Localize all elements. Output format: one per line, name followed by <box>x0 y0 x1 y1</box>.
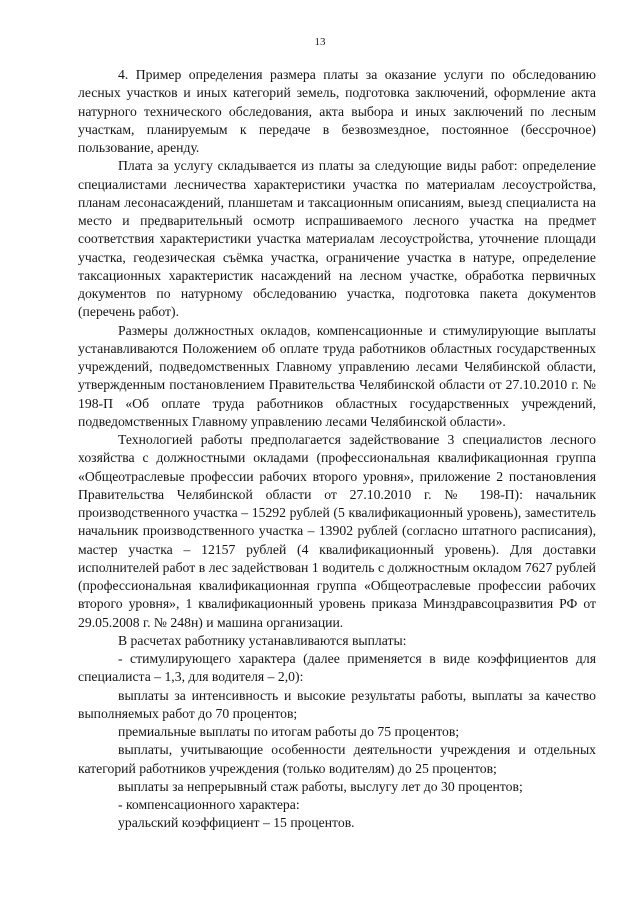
paragraph: Плата за услугу складывается из платы за следующие виды работ: определение специалистами лесничества характеристики участка по материалам лесоустройства, планам лесонасаждений, планшетам и таксационным описаниям, выезд специалиста на место и предварительный осмотр испрашиваемого лесного участка на предмет соответствия характеристики участка материалам лесоустройства, уточнение площади участка, геодезическая съёмка участка, ограничение участка в натуре, определение таксационных характеристик насаждений на лесном участке, обработка первичных документов по натурному обследованию участка, подготовка пакета документов (перечень работ). <box>78 158 596 320</box>
paragraph: Размеры должностных окладов, компенсационные и стимулирующие выплаты устанавливаются Положением об оплате труда работников областных государственных учреждений, подведомственных Главному управлению лесами Челябинской области, утвержденным постановлением Правительства Челябинской области от 27.10.2010 г. № 198-П «Об оплате труда работников областных государственных учреждений, подведомственных Главному управлению лесами Челябинской области». <box>78 322 596 429</box>
paragraph: выплаты за интенсивность и высокие результаты работы, выплаты за качество выполняемых работ до 70 процентов; <box>78 687 596 721</box>
paragraph: Технологией работы предполагается задействование 3 специалистов лесного хозяйства с должностными окладами (профессиональная квалификационная группа «Общеотраслевые профессии рабочих второго уровня», приложение 2 постановления Правительства Челябинской области от 27.10.2010 г. № 198-П): начальник производственного участка – 15292 рублей (5 квалификационный уровень), заместитель начальник производственного участка – 13902 рублей (согласно штатного расписания), мастер участка – 12157 рублей (4 квалификационный уровень). Для доставки исполнителей работ в лес задействован 1 водитель с должностным окладом 7627 рублей (профессиональная квалификационная группа «Общеотраслевые профессии рабочих второго уровня», 1 квалификационный уровень приказа Минздравсоцразвития РФ от 29.05.2008 г. № 248н) и машина организации. <box>78 432 596 630</box>
paragraph: выплаты за непрерывный стаж работы, выслугу лет до 30 процентов; <box>118 778 523 794</box>
paragraph: премиальные выплаты по итогам работы до 75 процентов; <box>118 724 460 739</box>
paragraph: выплаты, учитывающие особенности деятельности учреждения и отдельных категорий работников учреждения (только водителям) до 25 процентов; <box>78 742 596 776</box>
paragraph: 4. Пример определения размера платы за оказание услуги по обследованию лесных участков и иных категорий земель, подготовка заключений, оформление акта натурного технического обследования, акта выбора и иных заключений по лесным участкам, планируемым к передаче в безвозмездное, постоянное (бессрочное) пользование, аренду. <box>78 67 596 155</box>
paragraph: В расчетах работнику устанавливаются выплаты: <box>118 632 407 648</box>
document-body <box>78 66 596 833</box>
paragraph: - стимулирующего характера (далее применяется в виде коэффициентов для специалиста – 1,3, для водителя – 2,0): <box>78 651 596 685</box>
paragraph: уральский коэффициент – 15 процентов. <box>118 815 355 831</box>
page-number: 13 <box>314 36 326 48</box>
paragraph: - компенсационного характера: <box>118 797 300 812</box>
